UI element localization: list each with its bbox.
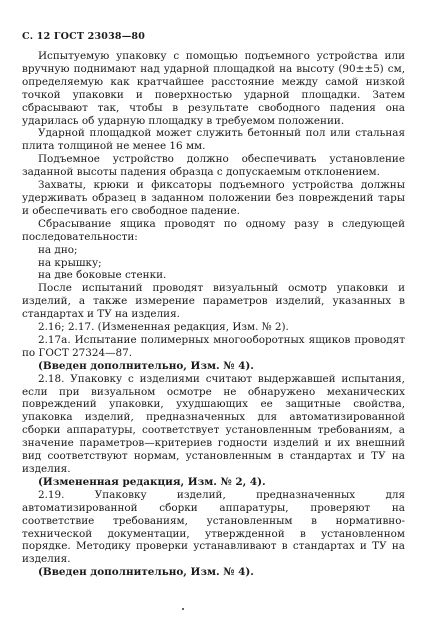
paragraph: 2.18. Упаковку с изделиями считают выдержавшей испытания, если при визуальном осмотре не обнаружено механических повреждений упаковки, ухудшающих ее защитные свойства, упаковка изделий, предназначенных для автоматизированной сборки аппаратуры, соответствует установленным требованиям, а значение параметров—критериев годности изделий и их внешний вид соответствуют нормам, установленным в стандартах и ТУ на изделия. <box>22 372 405 475</box>
paragraph: После испытаний проводят визуальный осмотр упаковки и изделий, а также измерение параметров изделий, указанных в стандартах и ТУ на изделия. <box>22 282 405 321</box>
paragraph: Захваты, крюки и фиксаторы подъемного устройства должны удерживать образец в заданном положении без повреждений тары и обеспечивать его свободное падение. <box>22 179 405 217</box>
list-item: на крышку; <box>38 256 102 269</box>
page-mark <box>182 608 184 610</box>
list-item: на дно; <box>38 243 78 256</box>
paragraph: 2.17а. Испытание полимерных многооборотных ящиков проводят по ГОСТ 27324—87. <box>22 333 405 359</box>
amendment-note: (Введен дополнительно, Изм. № 4). <box>38 359 254 372</box>
body-text <box>22 50 405 579</box>
paragraph: Испытуемую упаковку с помощью подъемного устройства или вручную поднимают над ударной площадкой на высоту (90±±5) см, определяемую как кратчайшее расстояние между самой низкой точкой упаковки и поверхностью ударной площадки. Затем сбрасывают так, чтобы в результате свободного падения она ударилась об ударную площадку в требуемом положении. <box>22 50 405 127</box>
list-item: на две боковые стенки. <box>38 269 167 282</box>
paragraph: Ударной площадкой может служить бетонный пол или стальная плита толщиной не менее 16 мм. <box>22 127 405 153</box>
paragraph: Подъемное устройство должно обеспечивать установление заданной высоты падения образца с допускаемым отклонением. <box>22 153 405 179</box>
page-header: С. 12 ГОСТ 23038—80 <box>22 31 146 42</box>
amendment-note: (Измененная редакция, Изм. № 2, 4). <box>38 475 266 488</box>
paragraph: Сбрасывание ящика проводят по одному разу в следующей последовательности: <box>22 217 405 243</box>
amendment-note: (Введен дополнительно, Изм. № 4). <box>38 566 254 579</box>
paragraph: 2.19. Упаковку изделий, предназначенных для автоматизированной сборки аппаратуры, проверяют на соответствие требованиям, установленным в нормативно-технической документации, утвержденной в установленном порядке. Методику проверки устанавливают в стандартах и ТУ на изделия. <box>22 488 405 566</box>
paragraph: 2.16; 2.17. (Измененная редакция, Изм. № 2). <box>38 321 289 334</box>
